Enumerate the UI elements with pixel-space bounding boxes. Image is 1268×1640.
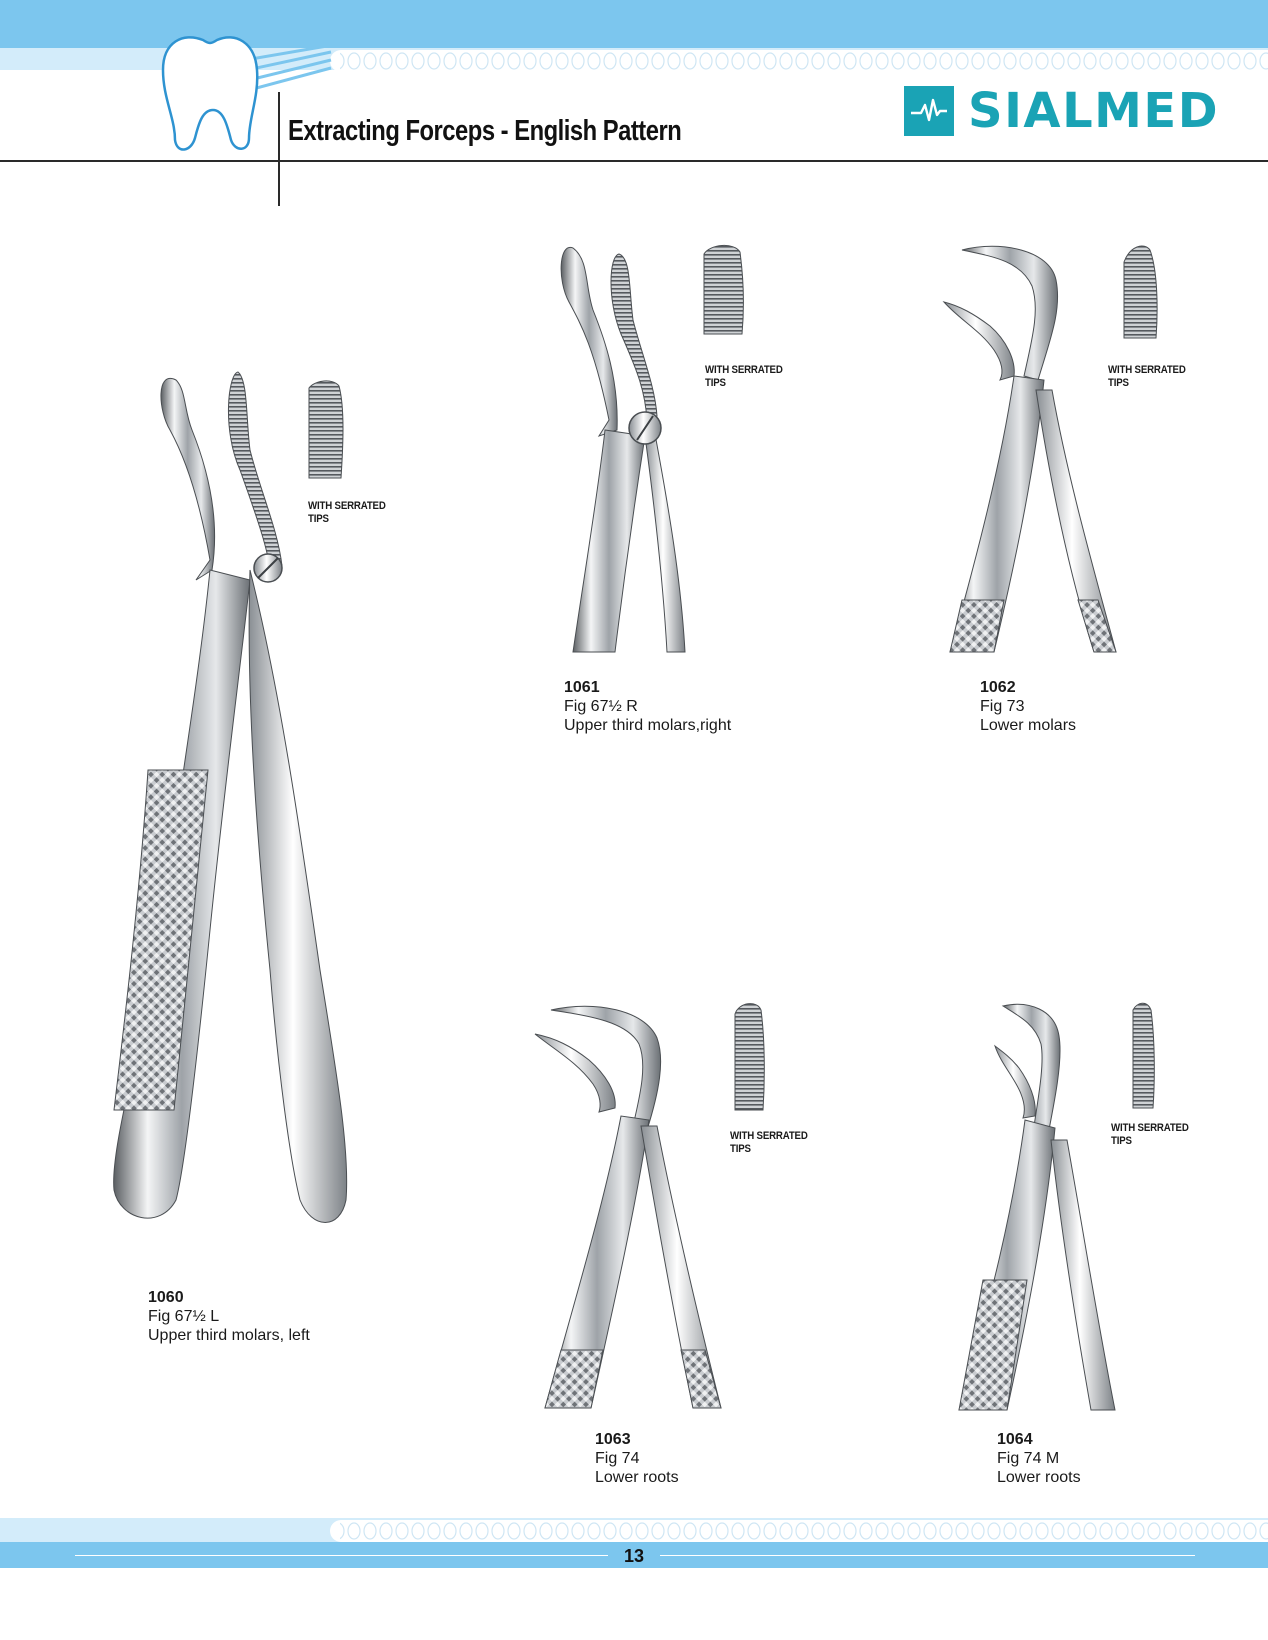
page-number: 13 (608, 1544, 660, 1568)
brand-logo (904, 83, 1220, 139)
product-description: Upper third molars, left (148, 1327, 310, 1344)
footer-chain-pattern (330, 1520, 1268, 1542)
product-code: 1062 (980, 679, 1016, 696)
brand-name: SIALMED (968, 83, 1220, 139)
instrument-card-1064 (955, 1000, 1225, 1500)
figure-number: Fig 73 (980, 698, 1025, 715)
serrated-tips-label-1062: WITH SERRATED TIPS (1108, 364, 1186, 389)
product-description: Lower roots (997, 1469, 1081, 1486)
forceps-1061-image (545, 240, 695, 660)
serrated-tips-label-1061: WITH SERRATED TIPS (705, 364, 783, 389)
serrated-tip-1061-image (700, 242, 746, 338)
chain-pattern-graphic (330, 1520, 1268, 1542)
caption-1061 (564, 678, 731, 735)
serrated-tip-1064-image (1127, 1000, 1159, 1112)
header-divider (0, 160, 1268, 162)
instrument-card-1060 (100, 370, 400, 1350)
product-code: 1063 (595, 1431, 631, 1448)
product-code: 1064 (997, 1431, 1033, 1448)
figure-number: Fig 67½ L (148, 1308, 220, 1325)
serrated-tips-label-1064: WITH SERRATED TIPS (1111, 1122, 1189, 1147)
forceps-1064-image (955, 1000, 1125, 1412)
serrated-tip-1060-image (305, 378, 347, 482)
figure-number: Fig 74 (595, 1450, 640, 1467)
heartbeat-icon (904, 86, 954, 136)
product-code: 1061 (564, 679, 600, 696)
serrated-tips-label-1060: WITH SERRATED TIPS (308, 500, 386, 525)
forceps-1063-image (535, 1000, 725, 1412)
product-description: Lower roots (595, 1469, 679, 1486)
page-title: Extracting Forceps - English Pattern (288, 115, 682, 147)
product-code: 1060 (148, 1289, 184, 1306)
caption-1060 (148, 1288, 310, 1345)
product-description: Lower molars (980, 717, 1077, 734)
header-vertical-divider (278, 92, 280, 206)
header-chain-pattern (330, 50, 1268, 72)
serrated-tips-label-1063: WITH SERRATED TIPS (730, 1130, 808, 1155)
serrated-tip-1062-image (1118, 242, 1162, 342)
product-description: Upper third molars,right (564, 717, 732, 734)
figure-number: Fig 67½ R (564, 698, 638, 715)
caption-1064 (997, 1430, 1081, 1487)
instrument-card-1061 (545, 240, 805, 740)
chain-pattern-graphic (330, 50, 1268, 72)
caption-1062 (980, 678, 1076, 735)
serrated-tip-1063-image (731, 1000, 767, 1114)
instrument-card-1062 (940, 240, 1200, 740)
forceps-1062-image (940, 240, 1120, 660)
figure-number: Fig 74 M (997, 1450, 1060, 1467)
caption-1063 (595, 1430, 679, 1487)
instrument-card-1063 (535, 1000, 835, 1500)
